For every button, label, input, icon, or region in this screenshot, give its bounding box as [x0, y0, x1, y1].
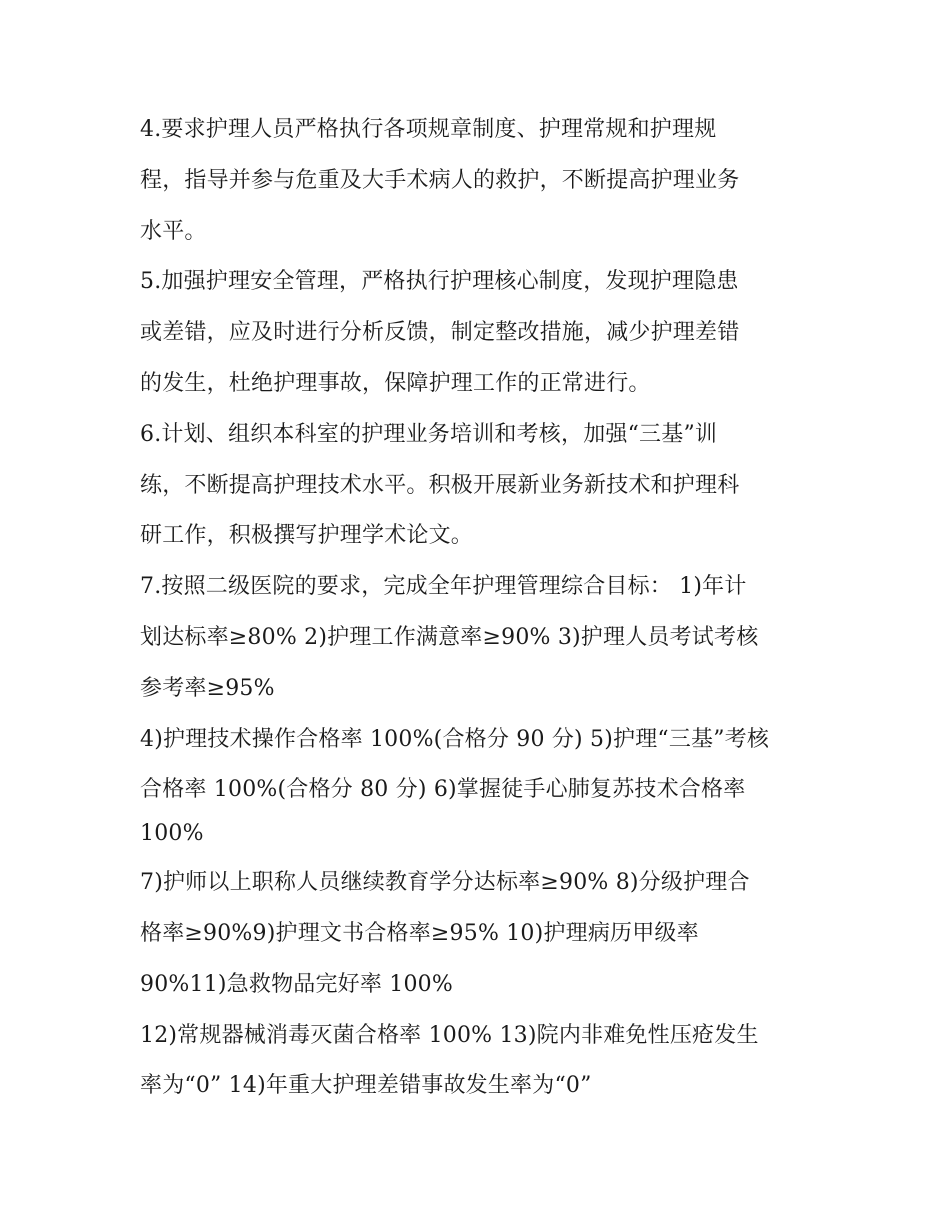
text-line: 研工作，积极撰写护理学术论文。 — [140, 523, 474, 548]
text-line: 程，指导并参与危重及大手术病人的救护，不断提高护理业务 — [140, 168, 740, 193]
text-line: 格率≥90%9)护理文书合格率≥95% 10)护理病历甲级率 — [140, 921, 699, 946]
text-line: 90%11)急救物品完好率 100% — [140, 972, 453, 997]
text-line: 参考率≥95% — [140, 676, 275, 701]
text-line: 7.按照二级医院的要求，完成全年护理管理综合目标： 1)年计 — [140, 574, 747, 599]
text-line: 划达标率≥80% 2)护理工作满意率≥90% 3)护理人员考试考核 — [140, 625, 759, 650]
text-line: 4)护理技术操作合格率 100%(合格分 90 分) 5)护理“三基”考核 — [140, 727, 770, 752]
text-line: 合格率 100%(合格分 80 分) 6)掌握徒手心肺复苏技术合格率 — [140, 777, 746, 802]
text-line: 12)常规器械消毒灭菌合格率 100% 13)院内非难免性压疮发生 — [140, 1023, 759, 1048]
text-line: 100% — [140, 821, 204, 846]
text-line: 7)护师以上职称人员继续教育学分达标率≥90% 8)分级护理合 — [140, 870, 750, 895]
text-line: 练，不断提高护理技术水平。积极开展新业务新技术和护理科 — [140, 473, 740, 498]
text-line: 4.要求护理人员严格执行各项规章制度、护理常规和护理规 — [140, 117, 717, 142]
text-line: 的发生，杜绝护理事故，保障护理工作的正常进行。 — [140, 371, 651, 396]
text-line: 率为“0” 14)年重大护理差错事故发生率为“0” — [140, 1073, 592, 1098]
text-line: 或差错，应及时进行分析反馈，制定整改措施，减少护理差错 — [140, 320, 740, 345]
text-line: 水平。 — [140, 219, 207, 244]
text-line: 6.计划、组织本科室的护理业务培训和考核，加强“三基”训 — [140, 422, 718, 447]
text-line: 5.加强护理安全管理，严格执行护理核心制度，发现护理隐患 — [140, 269, 739, 294]
